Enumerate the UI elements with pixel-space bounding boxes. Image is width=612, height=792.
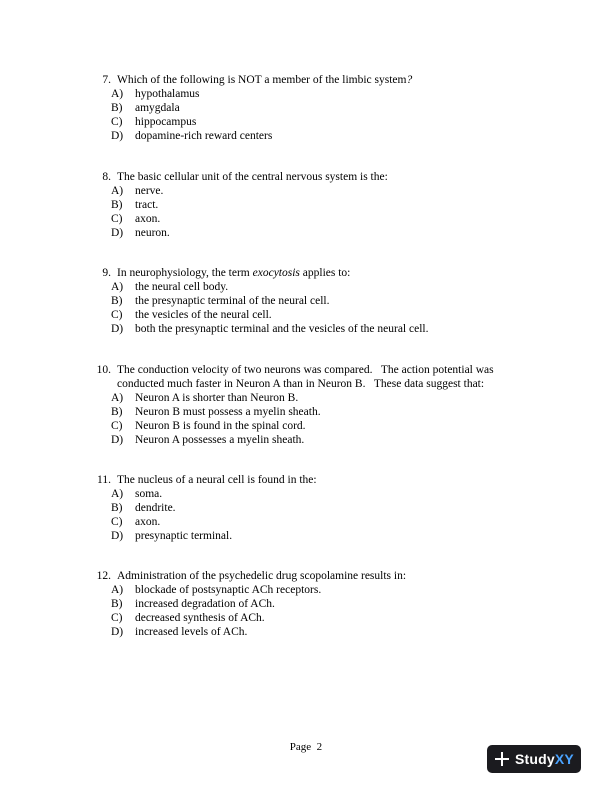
logo-text: StudyXY [515, 751, 574, 767]
option-c: C) axon. [111, 213, 161, 225]
option-c: C) decreased synthesis of ACh. [111, 612, 265, 624]
question-number: 9. [102, 267, 111, 279]
option-a: A) blockade of postsynaptic ACh receptors. [111, 584, 322, 596]
question-8 [90, 170, 530, 240]
option-d: D) both the presynaptic terminal and the vesicles of the neural cell. [111, 323, 429, 335]
option-c: C) Neuron B is found in the spinal cord. [111, 420, 306, 432]
question-text: Administration of the psychedelic drug scopolamine results in: [117, 570, 407, 582]
question-9 [90, 266, 530, 336]
question-12 [90, 569, 530, 639]
page-number: Page 2 [289, 741, 323, 753]
question-text: The nucleus of a neural cell is found in the: [117, 474, 317, 486]
question-number: 12. [96, 570, 111, 582]
option-b: B) tract. [111, 199, 159, 211]
option-d: D) presynaptic terminal. [111, 530, 233, 542]
option-a: A) Neuron A is shorter than Neuron B. [111, 392, 299, 404]
option-d: D) Neuron A possesses a myelin sheath. [111, 434, 305, 446]
question-text: Which of the following is NOT a member of the limbic system? [117, 74, 413, 86]
question-text: The basic cellular unit of the central nervous system is the: [117, 171, 388, 183]
option-b: B) the presynaptic terminal of the neural cell. [111, 295, 330, 307]
option-d: D) dopamine-rich reward centers [111, 130, 273, 142]
option-a: A) hypothalamus [111, 88, 200, 100]
option-d: D) neuron. [111, 227, 170, 239]
option-a: A) nerve. [111, 185, 164, 197]
option-a: A) the neural cell body. [111, 281, 229, 293]
question-text-line-2: conducted much faster in Neuron A than in Neuron B. These data suggest that: [117, 378, 485, 390]
option-a: A) soma. [111, 488, 163, 500]
option-b: B) increased degradation of ACh. [111, 598, 275, 610]
question-7 [90, 73, 530, 143]
question-number: 10. [96, 364, 111, 376]
option-b: B) dendrite. [111, 502, 176, 514]
question-number: 8. [102, 171, 111, 183]
question-text: In neurophysiology, the term exocytosis applies to: [117, 267, 351, 279]
studyxy-logo [487, 745, 581, 773]
option-c: C) the vesicles of the neural cell. [111, 309, 272, 321]
question-number: 7. [102, 74, 111, 86]
question-text-line-1: The conduction velocity of two neurons was compared. The action potential was [117, 364, 494, 376]
option-c: C) hippocampus [111, 116, 197, 128]
question-10 [90, 363, 530, 447]
question-11 [90, 473, 530, 543]
option-d: D) increased levels of ACh. [111, 626, 248, 638]
plus-icon [495, 752, 509, 766]
option-c: C) axon. [111, 516, 161, 528]
option-b: B) Neuron B must possess a myelin sheath. [111, 406, 321, 418]
question-number: 11. [97, 474, 111, 486]
option-b: B) amygdala [111, 102, 180, 114]
